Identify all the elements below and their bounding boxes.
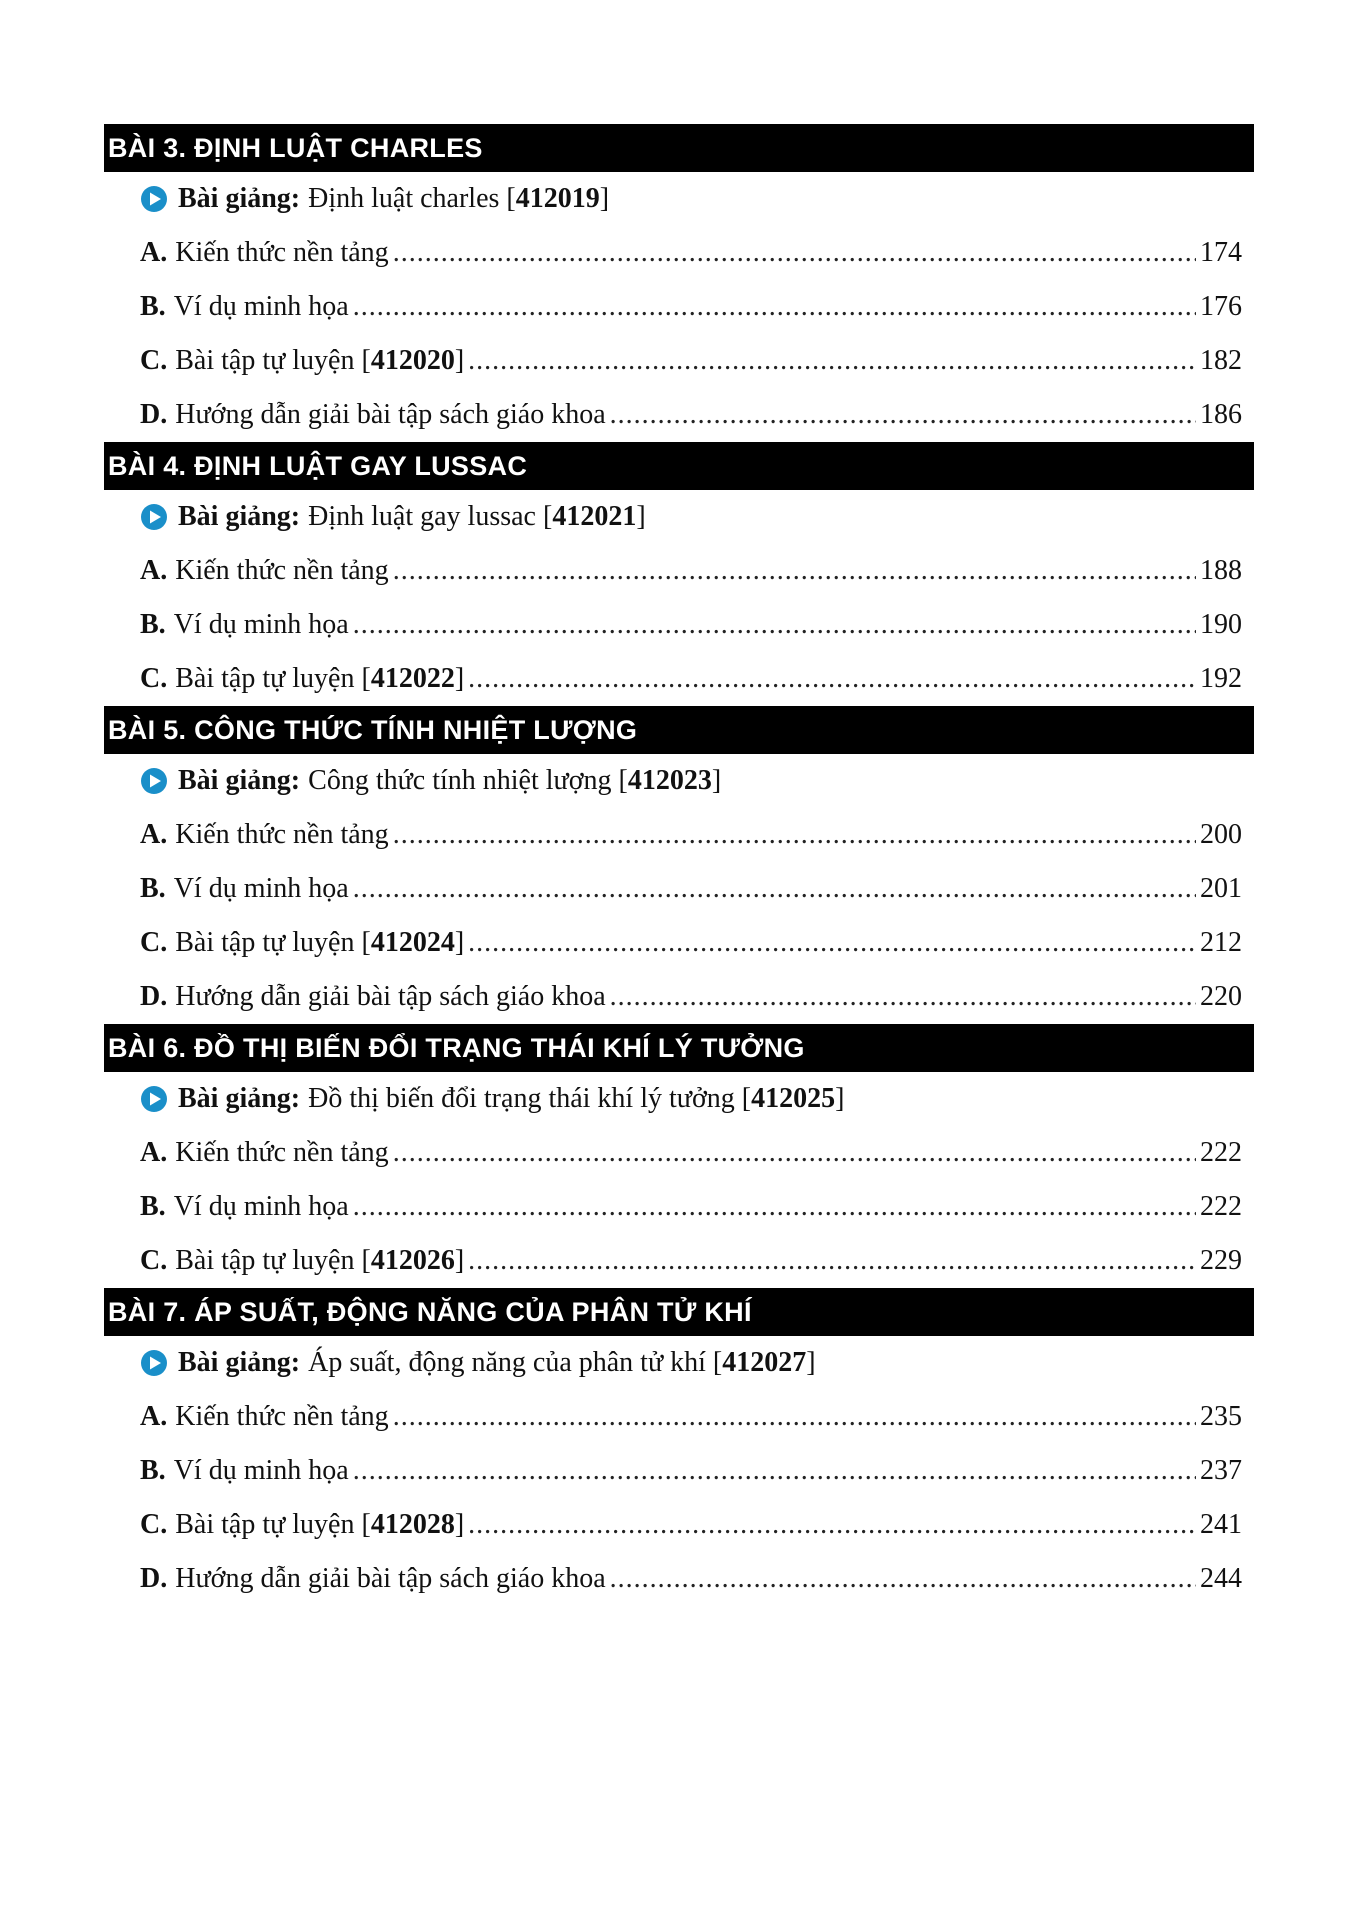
entry-letter: C. (140, 663, 168, 694)
entry-list (104, 808, 1254, 1024)
leader-dots (468, 1498, 1196, 1552)
toc-entry[interactable] (104, 544, 1254, 598)
toc-entry[interactable] (104, 1552, 1254, 1606)
entry-title: Ví dụ minh họa (173, 291, 349, 322)
entry-title: Hướng dẫn giải bài tập sách giáo khoa (175, 1563, 606, 1594)
leader-dots (353, 1180, 1196, 1234)
lecture-label: Bài giảng: (178, 1083, 301, 1114)
entry-letter: A. (140, 819, 168, 850)
page-number: 182 (1200, 345, 1242, 376)
entry-title: Ví dụ minh họa (173, 609, 349, 640)
toc-entry[interactable] (104, 970, 1254, 1024)
page-number: 188 (1200, 555, 1242, 586)
entry-title: Bài tập tự luyện (175, 1245, 355, 1276)
page-number: 244 (1200, 1563, 1242, 1594)
page-number: 222 (1200, 1191, 1242, 1222)
leader-dots (610, 970, 1196, 1024)
entry-code: [412024] (354, 927, 465, 958)
section-header: BÀI 6. ĐỒ THỊ BIẾN ĐỔI TRẠNG THÁI KHÍ LÝ TƯỞNG (104, 1024, 1254, 1072)
lecture-link[interactable] (104, 1072, 1254, 1126)
lecture-label: Bài giảng: (178, 1347, 301, 1378)
lecture-title: Đồ thị biến đổi trạng thái khí lý tưởng (308, 1083, 735, 1114)
entry-code: [412020] (354, 345, 465, 376)
entry-letter: C. (140, 927, 168, 958)
toc-entry[interactable] (104, 280, 1254, 334)
entry-code: [412022] (354, 663, 465, 694)
entry-code: [412026] (354, 1245, 465, 1276)
leader-dots (468, 1234, 1196, 1288)
toc-entry[interactable] (104, 1444, 1254, 1498)
entry-letter: A. (140, 237, 168, 268)
leader-dots (393, 226, 1196, 280)
lecture-code: [412019] (499, 183, 610, 214)
play-icon (140, 185, 168, 213)
lecture-label: Bài giảng: (178, 765, 301, 796)
play-icon (140, 503, 168, 531)
page-number: 174 (1200, 237, 1242, 268)
section-header: BÀI 5. CÔNG THỨC TÍNH NHIỆT LƯỢNG (104, 706, 1254, 754)
page-number: 220 (1200, 981, 1242, 1012)
lecture-label: Bài giảng: (178, 501, 301, 532)
entry-list (104, 1390, 1254, 1606)
entry-letter: B. (140, 1191, 166, 1222)
entry-letter: C. (140, 345, 168, 376)
toc-entry[interactable] (104, 916, 1254, 970)
page-number: 222 (1200, 1137, 1242, 1168)
entry-list (104, 544, 1254, 706)
toc-section (104, 442, 1254, 706)
leader-dots (610, 388, 1196, 442)
entry-title: Bài tập tự luyện (175, 927, 355, 958)
toc-entry[interactable] (104, 1498, 1254, 1552)
leader-dots (353, 862, 1196, 916)
leader-dots (468, 334, 1196, 388)
page-number: 212 (1200, 927, 1242, 958)
lecture-title: Áp suất, động năng của phân tử khí (308, 1347, 706, 1378)
leader-dots (393, 1390, 1196, 1444)
lecture-code: [412027] (705, 1347, 816, 1378)
toc-entry[interactable] (104, 226, 1254, 280)
entry-letter: C. (140, 1509, 168, 1540)
play-icon (140, 1349, 168, 1377)
toc-entry[interactable] (104, 1390, 1254, 1444)
lecture-title: Định luật gay lussac (308, 501, 536, 532)
lecture-link[interactable] (104, 1336, 1254, 1390)
lecture-code: [412023] (611, 765, 722, 796)
lecture-title: Định luật charles (308, 183, 500, 214)
section-header: BÀI 7. ÁP SUẤT, ĐỘNG NĂNG CỦA PHÂN TỬ KHÍ (104, 1288, 1254, 1336)
entry-title: Hướng dẫn giải bài tập sách giáo khoa (175, 399, 606, 430)
page-number: 176 (1200, 291, 1242, 322)
page-number: 200 (1200, 819, 1242, 850)
entry-letter: D. (140, 981, 168, 1012)
lecture-link[interactable] (104, 172, 1254, 226)
lecture-title: Công thức tính nhiệt lượng (308, 765, 612, 796)
toc-entry[interactable] (104, 1126, 1254, 1180)
toc-section (104, 1288, 1254, 1606)
entry-letter: B. (140, 1455, 166, 1486)
entry-title: Ví dụ minh họa (173, 1191, 349, 1222)
toc-entry[interactable] (104, 598, 1254, 652)
page-number: 229 (1200, 1245, 1242, 1276)
leader-dots (393, 544, 1196, 598)
entry-letter: C. (140, 1245, 168, 1276)
toc-section (104, 1024, 1254, 1288)
entry-title: Bài tập tự luyện (175, 345, 355, 376)
entry-code: [412028] (354, 1509, 465, 1540)
entry-title: Hướng dẫn giải bài tập sách giáo khoa (175, 981, 606, 1012)
page-number: 237 (1200, 1455, 1242, 1486)
play-icon (140, 1085, 168, 1113)
lecture-label: Bài giảng: (178, 183, 301, 214)
page-number: 241 (1200, 1509, 1242, 1540)
page-number: 192 (1200, 663, 1242, 694)
section-header: BÀI 3. ĐỊNH LUẬT CHARLES (104, 124, 1254, 172)
entry-letter: B. (140, 609, 166, 640)
entry-letter: D. (140, 399, 168, 430)
entry-title: Bài tập tự luyện (175, 663, 355, 694)
entry-letter: B. (140, 873, 166, 904)
entry-list (104, 1126, 1254, 1288)
entry-title: Kiến thức nền tảng (175, 819, 389, 850)
entry-letter: B. (140, 291, 166, 322)
toc-section (104, 706, 1254, 1024)
entry-letter: D. (140, 1563, 168, 1594)
lecture-code: [412025] (734, 1083, 845, 1114)
toc-entry[interactable] (104, 808, 1254, 862)
page-number: 190 (1200, 609, 1242, 640)
leader-dots (393, 808, 1196, 862)
play-icon (140, 767, 168, 795)
lecture-link[interactable] (104, 490, 1254, 544)
entry-title: Ví dụ minh họa (173, 1455, 349, 1486)
toc-entry[interactable] (104, 862, 1254, 916)
entry-title: Ví dụ minh họa (173, 873, 349, 904)
entry-letter: A. (140, 1401, 168, 1432)
toc-entry[interactable] (104, 334, 1254, 388)
entry-title: Kiến thức nền tảng (175, 1137, 389, 1168)
leader-dots (353, 280, 1196, 334)
leader-dots (353, 1444, 1196, 1498)
leader-dots (468, 652, 1196, 706)
toc-entry[interactable] (104, 652, 1254, 706)
entry-title: Kiến thức nền tảng (175, 237, 389, 268)
entry-letter: A. (140, 1137, 168, 1168)
lecture-code: [412021] (535, 501, 646, 532)
section-header: BÀI 4. ĐỊNH LUẬT GAY LUSSAC (104, 442, 1254, 490)
page-number: 235 (1200, 1401, 1242, 1432)
lecture-link[interactable] (104, 754, 1254, 808)
leader-dots (610, 1552, 1196, 1606)
toc-entry[interactable] (104, 1180, 1254, 1234)
entry-title: Kiến thức nền tảng (175, 1401, 389, 1432)
leader-dots (393, 1126, 1196, 1180)
toc-entry[interactable] (104, 388, 1254, 442)
page-number: 201 (1200, 873, 1242, 904)
entry-list (104, 226, 1254, 442)
entry-title: Kiến thức nền tảng (175, 555, 389, 586)
toc-entry[interactable] (104, 1234, 1254, 1288)
table-of-contents (104, 124, 1254, 1606)
entry-title: Bài tập tự luyện (175, 1509, 355, 1540)
toc-section (104, 124, 1254, 442)
leader-dots (353, 598, 1196, 652)
page-number: 186 (1200, 399, 1242, 430)
leader-dots (468, 916, 1196, 970)
entry-letter: A. (140, 555, 168, 586)
